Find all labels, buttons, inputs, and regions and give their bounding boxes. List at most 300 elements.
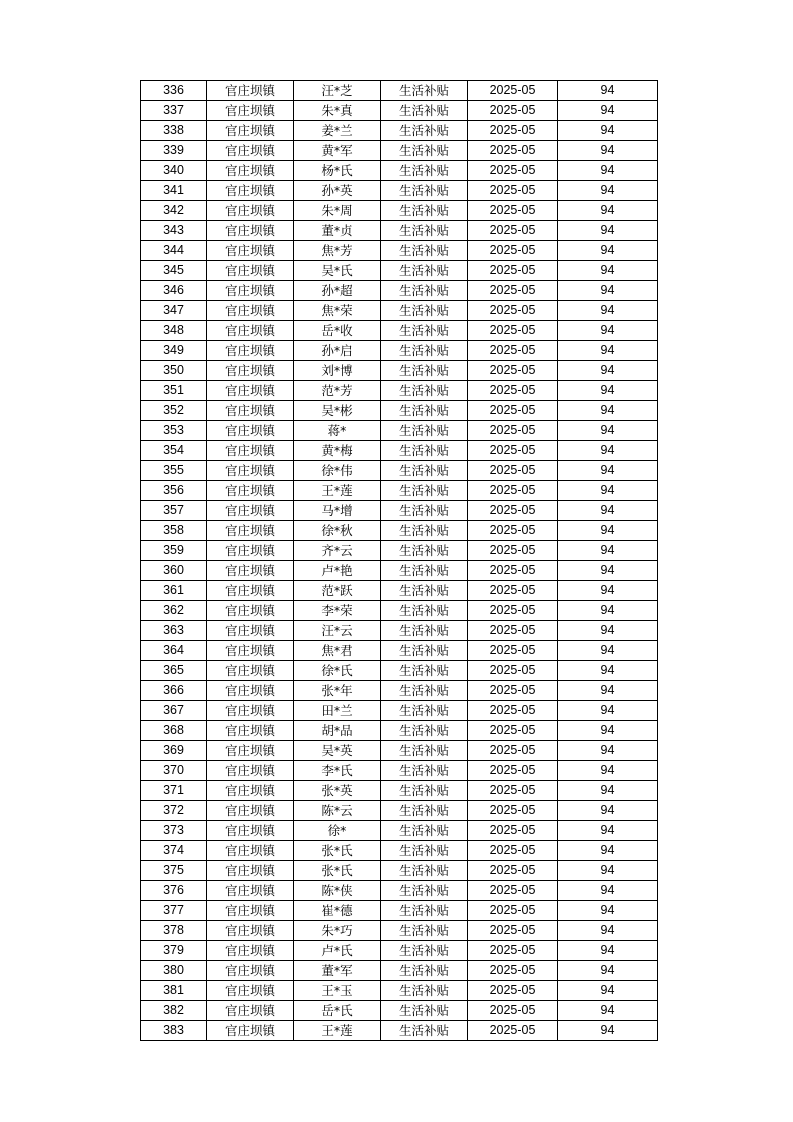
cell-subsidy-type: 生活补贴 [381,481,468,501]
cell-amount: 94 [558,981,658,1001]
cell-month: 2025-05 [468,641,558,661]
cell-month: 2025-05 [468,801,558,821]
cell-recipient-name: 王*莲 [294,481,381,501]
cell-serial-number: 339 [141,141,207,161]
subsidy-table [140,80,658,1041]
cell-town: 官庄坝镇 [207,861,294,881]
cell-town: 官庄坝镇 [207,981,294,1001]
cell-town: 官庄坝镇 [207,1001,294,1021]
cell-amount: 94 [558,281,658,301]
table-row [141,1021,658,1041]
cell-serial-number: 359 [141,541,207,561]
cell-amount: 94 [558,621,658,641]
cell-serial-number: 354 [141,441,207,461]
cell-subsidy-type: 生活补贴 [381,1001,468,1021]
cell-subsidy-type: 生活补贴 [381,381,468,401]
cell-amount: 94 [558,301,658,321]
cell-amount: 94 [558,221,658,241]
cell-subsidy-type: 生活补贴 [381,861,468,881]
table-row [141,1001,658,1021]
cell-amount: 94 [558,1021,658,1041]
table-row [141,321,658,341]
cell-amount: 94 [558,901,658,921]
cell-amount: 94 [558,641,658,661]
cell-subsidy-type: 生活补贴 [381,421,468,441]
cell-town: 官庄坝镇 [207,101,294,121]
cell-recipient-name: 吴*英 [294,741,381,761]
cell-recipient-name: 孙*英 [294,181,381,201]
cell-town: 官庄坝镇 [207,221,294,241]
cell-serial-number: 347 [141,301,207,321]
cell-town: 官庄坝镇 [207,1021,294,1041]
cell-serial-number: 353 [141,421,207,441]
cell-recipient-name: 刘*博 [294,361,381,381]
table-row [141,421,658,441]
cell-amount: 94 [558,581,658,601]
cell-subsidy-type: 生活补贴 [381,1021,468,1041]
cell-serial-number: 340 [141,161,207,181]
cell-amount: 94 [558,101,658,121]
cell-month: 2025-05 [468,941,558,961]
table-row [141,621,658,641]
cell-month: 2025-05 [468,201,558,221]
cell-subsidy-type: 生活补贴 [381,141,468,161]
table-row [141,921,658,941]
cell-town: 官庄坝镇 [207,201,294,221]
cell-amount: 94 [558,761,658,781]
cell-town: 官庄坝镇 [207,381,294,401]
cell-serial-number: 376 [141,881,207,901]
table-row [141,81,658,101]
table-row [141,581,658,601]
cell-serial-number: 346 [141,281,207,301]
cell-recipient-name: 董*军 [294,961,381,981]
cell-serial-number: 355 [141,461,207,481]
table-row [141,521,658,541]
cell-recipient-name: 姜*兰 [294,121,381,141]
cell-month: 2025-05 [468,181,558,201]
cell-subsidy-type: 生活补贴 [381,581,468,601]
cell-amount: 94 [558,681,658,701]
cell-amount: 94 [558,341,658,361]
cell-subsidy-type: 生活补贴 [381,161,468,181]
cell-subsidy-type: 生活补贴 [381,561,468,581]
cell-serial-number: 383 [141,1021,207,1041]
table-row [141,661,658,681]
cell-town: 官庄坝镇 [207,881,294,901]
cell-month: 2025-05 [468,301,558,321]
cell-recipient-name: 朱*真 [294,101,381,121]
cell-serial-number: 375 [141,861,207,881]
cell-month: 2025-05 [468,401,558,421]
cell-amount: 94 [558,801,658,821]
cell-recipient-name: 徐*秋 [294,521,381,541]
cell-amount: 94 [558,861,658,881]
cell-recipient-name: 胡*品 [294,721,381,741]
cell-subsidy-type: 生活补贴 [381,261,468,281]
cell-amount: 94 [558,781,658,801]
table-row [141,281,658,301]
cell-month: 2025-05 [468,521,558,541]
table-row [141,601,658,621]
cell-town: 官庄坝镇 [207,421,294,441]
cell-month: 2025-05 [468,581,558,601]
cell-town: 官庄坝镇 [207,321,294,341]
cell-town: 官庄坝镇 [207,261,294,281]
cell-serial-number: 349 [141,341,207,361]
cell-amount: 94 [558,521,658,541]
cell-recipient-name: 齐*云 [294,541,381,561]
cell-month: 2025-05 [468,321,558,341]
cell-month: 2025-05 [468,161,558,181]
table-row [141,201,658,221]
table-row [141,121,658,141]
cell-recipient-name: 吴*彬 [294,401,381,421]
table-row [141,101,658,121]
cell-month: 2025-05 [468,881,558,901]
cell-month: 2025-05 [468,601,558,621]
cell-town: 官庄坝镇 [207,841,294,861]
cell-town: 官庄坝镇 [207,781,294,801]
cell-amount: 94 [558,121,658,141]
cell-serial-number: 361 [141,581,207,601]
cell-town: 官庄坝镇 [207,661,294,681]
cell-subsidy-type: 生活补贴 [381,621,468,641]
cell-month: 2025-05 [468,1001,558,1021]
cell-recipient-name: 卢*氏 [294,941,381,961]
cell-recipient-name: 汪*芝 [294,81,381,101]
cell-subsidy-type: 生活补贴 [381,821,468,841]
cell-recipient-name: 张*氏 [294,841,381,861]
cell-serial-number: 370 [141,761,207,781]
cell-recipient-name: 孙*启 [294,341,381,361]
table-row [141,141,658,161]
cell-town: 官庄坝镇 [207,821,294,841]
table-row [141,461,658,481]
cell-month: 2025-05 [468,421,558,441]
cell-town: 官庄坝镇 [207,721,294,741]
cell-amount: 94 [558,241,658,261]
cell-amount: 94 [558,181,658,201]
table-body [141,81,658,1041]
cell-amount: 94 [558,961,658,981]
cell-serial-number: 368 [141,721,207,741]
cell-month: 2025-05 [468,621,558,641]
cell-recipient-name: 徐*伟 [294,461,381,481]
cell-month: 2025-05 [468,481,558,501]
cell-amount: 94 [558,841,658,861]
cell-town: 官庄坝镇 [207,161,294,181]
cell-month: 2025-05 [468,361,558,381]
cell-town: 官庄坝镇 [207,561,294,581]
cell-subsidy-type: 生活补贴 [381,741,468,761]
table-row [141,641,658,661]
table-row [141,161,658,181]
cell-amount: 94 [558,561,658,581]
cell-subsidy-type: 生活补贴 [381,701,468,721]
cell-town: 官庄坝镇 [207,521,294,541]
cell-subsidy-type: 生活补贴 [381,281,468,301]
cell-recipient-name: 马*增 [294,501,381,521]
cell-month: 2025-05 [468,441,558,461]
cell-serial-number: 381 [141,981,207,1001]
table-row [141,301,658,321]
cell-town: 官庄坝镇 [207,121,294,141]
table-row [141,741,658,761]
cell-serial-number: 379 [141,941,207,961]
cell-recipient-name: 李*氏 [294,761,381,781]
cell-subsidy-type: 生活补贴 [381,361,468,381]
table-row [141,841,658,861]
cell-town: 官庄坝镇 [207,641,294,661]
cell-month: 2025-05 [468,561,558,581]
cell-subsidy-type: 生活补贴 [381,721,468,741]
cell-recipient-name: 焦*荣 [294,301,381,321]
cell-town: 官庄坝镇 [207,81,294,101]
cell-amount: 94 [558,941,658,961]
table-row [141,781,658,801]
cell-month: 2025-05 [468,261,558,281]
cell-recipient-name: 张*年 [294,681,381,701]
cell-town: 官庄坝镇 [207,341,294,361]
cell-month: 2025-05 [468,961,558,981]
cell-serial-number: 357 [141,501,207,521]
cell-subsidy-type: 生活补贴 [381,941,468,961]
cell-serial-number: 358 [141,521,207,541]
table-row [141,541,658,561]
cell-subsidy-type: 生活补贴 [381,981,468,1001]
table-row [141,961,658,981]
cell-subsidy-type: 生活补贴 [381,121,468,141]
cell-subsidy-type: 生活补贴 [381,901,468,921]
cell-recipient-name: 王*玉 [294,981,381,1001]
cell-serial-number: 338 [141,121,207,141]
cell-recipient-name: 李*荣 [294,601,381,621]
cell-town: 官庄坝镇 [207,441,294,461]
cell-amount: 94 [558,421,658,441]
table-row [141,941,658,961]
cell-recipient-name: 张*氏 [294,861,381,881]
cell-amount: 94 [558,261,658,281]
cell-serial-number: 366 [141,681,207,701]
cell-recipient-name: 董*贞 [294,221,381,241]
cell-subsidy-type: 生活补贴 [381,841,468,861]
cell-recipient-name: 范*跃 [294,581,381,601]
table-row [141,381,658,401]
table-row [141,801,658,821]
cell-month: 2025-05 [468,541,558,561]
cell-month: 2025-05 [468,741,558,761]
cell-month: 2025-05 [468,921,558,941]
cell-serial-number: 351 [141,381,207,401]
cell-serial-number: 372 [141,801,207,821]
cell-amount: 94 [558,701,658,721]
cell-subsidy-type: 生活补贴 [381,541,468,561]
cell-subsidy-type: 生活补贴 [381,501,468,521]
cell-amount: 94 [558,141,658,161]
cell-amount: 94 [558,601,658,621]
table-row [141,221,658,241]
table-row [141,501,658,521]
table-row [141,861,658,881]
cell-recipient-name: 徐* [294,821,381,841]
cell-town: 官庄坝镇 [207,601,294,621]
cell-month: 2025-05 [468,221,558,241]
cell-town: 官庄坝镇 [207,541,294,561]
cell-recipient-name: 蒋* [294,421,381,441]
cell-serial-number: 374 [141,841,207,861]
table-row [141,821,658,841]
cell-amount: 94 [558,921,658,941]
cell-town: 官庄坝镇 [207,481,294,501]
cell-recipient-name: 吴*氏 [294,261,381,281]
cell-amount: 94 [558,481,658,501]
cell-subsidy-type: 生活补贴 [381,781,468,801]
cell-serial-number: 348 [141,321,207,341]
cell-month: 2025-05 [468,1021,558,1041]
cell-recipient-name: 田*兰 [294,701,381,721]
table-row [141,401,658,421]
cell-town: 官庄坝镇 [207,281,294,301]
cell-subsidy-type: 生活补贴 [381,181,468,201]
cell-subsidy-type: 生活补贴 [381,601,468,621]
cell-recipient-name: 崔*德 [294,901,381,921]
cell-town: 官庄坝镇 [207,241,294,261]
cell-amount: 94 [558,161,658,181]
cell-month: 2025-05 [468,501,558,521]
cell-subsidy-type: 生活补贴 [381,241,468,261]
cell-serial-number: 343 [141,221,207,241]
cell-subsidy-type: 生活补贴 [381,761,468,781]
cell-serial-number: 378 [141,921,207,941]
cell-recipient-name: 岳*收 [294,321,381,341]
cell-recipient-name: 孙*超 [294,281,381,301]
cell-month: 2025-05 [468,681,558,701]
table-row [141,981,658,1001]
cell-month: 2025-05 [468,901,558,921]
cell-month: 2025-05 [468,721,558,741]
cell-recipient-name: 陈*云 [294,801,381,821]
table-row [141,441,658,461]
cell-month: 2025-05 [468,461,558,481]
cell-subsidy-type: 生活补贴 [381,961,468,981]
cell-month: 2025-05 [468,341,558,361]
cell-serial-number: 369 [141,741,207,761]
cell-subsidy-type: 生活补贴 [381,341,468,361]
cell-town: 官庄坝镇 [207,141,294,161]
cell-subsidy-type: 生活补贴 [381,521,468,541]
cell-recipient-name: 徐*氏 [294,661,381,681]
cell-town: 官庄坝镇 [207,361,294,381]
cell-amount: 94 [558,441,658,461]
cell-subsidy-type: 生活补贴 [381,881,468,901]
cell-town: 官庄坝镇 [207,581,294,601]
cell-amount: 94 [558,821,658,841]
cell-recipient-name: 卢*艳 [294,561,381,581]
cell-amount: 94 [558,721,658,741]
cell-serial-number: 356 [141,481,207,501]
cell-serial-number: 363 [141,621,207,641]
cell-recipient-name: 黄*军 [294,141,381,161]
cell-serial-number: 362 [141,601,207,621]
cell-subsidy-type: 生活补贴 [381,401,468,421]
cell-amount: 94 [558,381,658,401]
table-row [141,481,658,501]
cell-month: 2025-05 [468,121,558,141]
table-row [141,181,658,201]
cell-month: 2025-05 [468,81,558,101]
cell-recipient-name: 黄*梅 [294,441,381,461]
cell-subsidy-type: 生活补贴 [381,681,468,701]
cell-month: 2025-05 [468,981,558,1001]
cell-subsidy-type: 生活补贴 [381,661,468,681]
cell-serial-number: 345 [141,261,207,281]
cell-subsidy-type: 生活补贴 [381,101,468,121]
cell-amount: 94 [558,1001,658,1021]
cell-month: 2025-05 [468,241,558,261]
cell-subsidy-type: 生活补贴 [381,221,468,241]
subsidy-table-container [140,80,653,1041]
table-row [141,241,658,261]
cell-recipient-name: 岳*氏 [294,1001,381,1021]
cell-subsidy-type: 生活补贴 [381,461,468,481]
cell-serial-number: 336 [141,81,207,101]
cell-serial-number: 380 [141,961,207,981]
table-row [141,361,658,381]
cell-recipient-name: 汪*云 [294,621,381,641]
cell-amount: 94 [558,321,658,341]
cell-subsidy-type: 生活补贴 [381,201,468,221]
cell-amount: 94 [558,461,658,481]
cell-amount: 94 [558,661,658,681]
cell-town: 官庄坝镇 [207,621,294,641]
cell-recipient-name: 朱*周 [294,201,381,221]
cell-subsidy-type: 生活补贴 [381,441,468,461]
cell-amount: 94 [558,361,658,381]
cell-town: 官庄坝镇 [207,301,294,321]
cell-serial-number: 365 [141,661,207,681]
cell-amount: 94 [558,881,658,901]
cell-town: 官庄坝镇 [207,681,294,701]
cell-serial-number: 371 [141,781,207,801]
cell-amount: 94 [558,401,658,421]
cell-town: 官庄坝镇 [207,461,294,481]
cell-month: 2025-05 [468,781,558,801]
cell-recipient-name: 朱*巧 [294,921,381,941]
cell-recipient-name: 张*英 [294,781,381,801]
cell-town: 官庄坝镇 [207,761,294,781]
table-row [141,681,658,701]
cell-serial-number: 342 [141,201,207,221]
cell-month: 2025-05 [468,661,558,681]
cell-amount: 94 [558,501,658,521]
cell-month: 2025-05 [468,701,558,721]
cell-recipient-name: 焦*君 [294,641,381,661]
cell-subsidy-type: 生活补贴 [381,321,468,341]
cell-amount: 94 [558,541,658,561]
table-row [141,261,658,281]
table-row [141,721,658,741]
cell-month: 2025-05 [468,141,558,161]
cell-town: 官庄坝镇 [207,801,294,821]
cell-town: 官庄坝镇 [207,921,294,941]
cell-town: 官庄坝镇 [207,181,294,201]
cell-month: 2025-05 [468,381,558,401]
table-row [141,561,658,581]
cell-serial-number: 377 [141,901,207,921]
cell-recipient-name: 焦*芳 [294,241,381,261]
cell-serial-number: 337 [141,101,207,121]
